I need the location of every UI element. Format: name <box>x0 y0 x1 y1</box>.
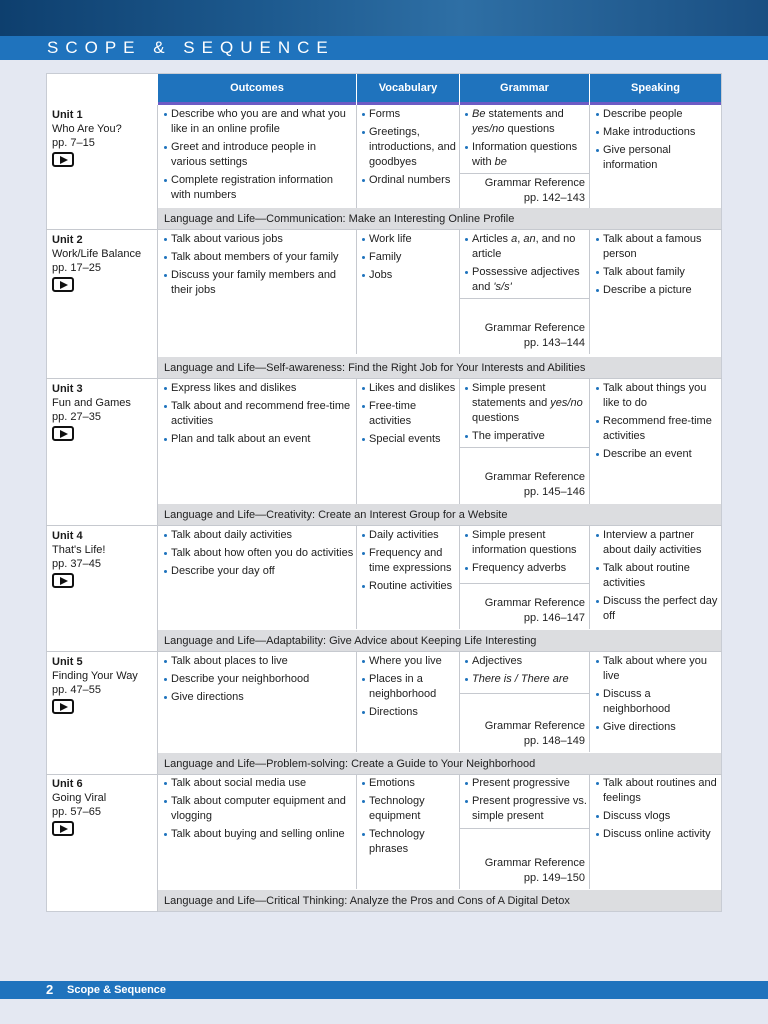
list-item: Talk about members of your family <box>164 250 354 265</box>
list-item: Daily activities <box>362 528 458 543</box>
list-item: Discuss online activity <box>596 827 720 842</box>
video-play-icon[interactable] <box>52 152 74 167</box>
grid-line <box>459 229 460 354</box>
list-item: Information questions with be <box>465 140 589 170</box>
grammar-reference: Grammar Reference pp. 149–150 <box>484 857 585 884</box>
unit-5-speaking <box>596 654 720 738</box>
unit-pages: pp. 37–45 <box>52 558 101 570</box>
list-item: Plan and talk about an event <box>164 432 354 447</box>
unit-4-speaking <box>596 528 720 627</box>
unit-5-outcomes <box>164 654 354 708</box>
list-item: Be statements and yes/no questions <box>465 107 589 137</box>
row-divider <box>46 229 722 230</box>
list-item: Talk about routines and feelings <box>596 776 720 806</box>
unit-number: Unit 1 <box>52 109 83 121</box>
list-item: Greet and introduce people in various settings <box>164 140 354 170</box>
list-item: Routine activities <box>362 579 458 594</box>
unit-number: Unit 4 <box>52 530 83 542</box>
unit-pages: pp. 17–25 <box>52 262 101 274</box>
unit-number: Unit 3 <box>52 383 83 395</box>
row-divider <box>46 651 722 652</box>
row-divider <box>46 774 722 775</box>
grid-line <box>589 651 590 752</box>
grammar-reference: Grammar Reference pp. 143–144 <box>484 322 585 349</box>
list-item: Family <box>362 250 458 265</box>
unit-name: Going Viral <box>52 792 107 804</box>
grammar-reference: Grammar Reference pp. 145–146 <box>484 471 585 498</box>
header-vocabulary: Vocabulary <box>357 74 459 105</box>
unit-6-grammar <box>465 776 589 827</box>
unit-pages: pp. 7–15 <box>52 137 95 149</box>
grammar-ref-divider <box>460 447 589 448</box>
list-item: Discuss vlogs <box>596 809 720 824</box>
list-item: Special events <box>362 432 458 447</box>
language-and-life-band: Language and Life—Self-awareness: Find the Right Job for Your Interests and Abilities <box>158 357 721 378</box>
list-item: Work life <box>362 232 458 247</box>
unit-4-vocabulary <box>362 528 458 597</box>
list-item: Talk about a famous person <box>596 232 720 262</box>
list-item: Present progressive vs. simple present <box>465 794 589 824</box>
list-item: Talk about things you like to do <box>596 381 720 411</box>
grid-line <box>589 525 590 629</box>
list-item: Describe an event <box>596 447 720 462</box>
grid-line <box>459 378 460 504</box>
video-play-icon[interactable] <box>52 699 74 714</box>
title-bar <box>0 36 768 60</box>
video-play-icon[interactable] <box>52 277 74 292</box>
list-item: Express likes and dislikes <box>164 381 354 396</box>
grid-line <box>589 229 590 354</box>
list-item: Simple present statements and yes/no questions <box>465 381 589 426</box>
language-and-life-band: Language and Life—Communication: Make an Interesting Online Profile <box>158 208 721 229</box>
grid-line <box>356 774 357 889</box>
unit-name: Fun and Games <box>52 397 131 409</box>
list-item: Discuss the perfect day off <box>596 594 720 624</box>
list-item: Places in a neighborhood <box>362 672 458 702</box>
list-item: Talk about routine activities <box>596 561 720 591</box>
list-item: Describe a picture <box>596 283 720 298</box>
unit-5-grammar <box>465 654 589 690</box>
grid-line <box>356 229 357 354</box>
unit-6-vocabulary <box>362 776 458 860</box>
grid-line <box>459 105 460 208</box>
unit-number: Unit 2 <box>52 234 83 246</box>
list-item: Technology phrases <box>362 827 458 857</box>
unit-5-cell <box>52 655 156 714</box>
list-item: Interview a partner about daily activities <box>596 528 720 558</box>
unit-name: Work/Life Balance <box>52 248 142 260</box>
grid-line <box>459 774 460 889</box>
list-item: Talk about and recommend free-time activities <box>164 399 354 429</box>
page-number: 2 <box>46 982 54 997</box>
unit-2-grammar <box>465 232 589 298</box>
list-item: Jobs <box>362 268 458 283</box>
list-item: Complete registration information with numbers <box>164 173 354 203</box>
grid-line <box>459 525 460 629</box>
list-item: Talk about where you live <box>596 654 720 684</box>
unit-3-outcomes <box>164 381 354 450</box>
grammar-ref-divider <box>460 298 589 299</box>
list-item: Frequency adverbs <box>465 561 589 576</box>
grammar-ref-divider <box>460 583 589 584</box>
list-item: Describe your day off <box>164 564 354 579</box>
language-and-life-band: Language and Life—Problem-solving: Create a Guide to Your Neighborhood <box>158 753 721 774</box>
unit-4-grammar <box>465 528 589 579</box>
grid-line <box>356 105 357 208</box>
language-and-life-band: Language and Life—Critical Thinking: Analyze the Pros and Cons of A Digital Detox <box>158 890 721 911</box>
list-item: Describe your neighborhood <box>164 672 354 687</box>
list-item: Talk about buying and selling online <box>164 827 354 842</box>
list-item: Give directions <box>164 690 354 705</box>
list-item: There is / There are <box>465 672 589 687</box>
list-item: Articles a, an, and no article <box>465 232 589 262</box>
unit-number: Unit 5 <box>52 656 83 668</box>
grid-line <box>356 525 357 629</box>
list-item: Talk about places to live <box>164 654 354 669</box>
unit-1-cell <box>52 108 156 167</box>
header-speaking: Speaking <box>590 74 721 105</box>
list-item: Present progressive <box>465 776 589 791</box>
list-item: Talk about various jobs <box>164 232 354 247</box>
unit-2-speaking <box>596 232 720 301</box>
header-photo-band <box>0 0 768 36</box>
list-item: Discuss a neighborhood <box>596 687 720 717</box>
unit-pages: pp. 57–65 <box>52 806 101 818</box>
list-item: Greetings, introductions, and goodbyes <box>362 125 458 170</box>
list-item: Talk about how often you do activities <box>164 546 354 561</box>
grammar-ref-divider <box>460 173 589 174</box>
list-item: Talk about social media use <box>164 776 354 791</box>
list-item: Talk about daily activities <box>164 528 354 543</box>
unit-name: Who Are You? <box>52 123 122 135</box>
list-item: Talk about computer equipment and vlogging <box>164 794 354 824</box>
list-item: Where you live <box>362 654 458 669</box>
unit-2-outcomes <box>164 232 354 301</box>
page-title: SCOPE & SEQUENCE <box>47 38 335 57</box>
unit-6-cell <box>52 777 156 836</box>
list-item: Describe who you are and what you like in an online profile <box>164 107 354 137</box>
unit-1-grammar <box>465 107 589 173</box>
grammar-reference: Grammar Reference pp. 146–147 <box>484 597 585 624</box>
unit-3-speaking <box>596 381 720 465</box>
header-grammar: Grammar <box>460 74 589 105</box>
video-play-icon[interactable] <box>52 426 74 441</box>
list-item: Adjectives <box>465 654 589 669</box>
grid-line <box>459 651 460 752</box>
list-item: Give personal information <box>596 143 720 173</box>
list-item: Directions <box>362 705 458 720</box>
footer-label: Scope & Sequence <box>67 984 167 996</box>
video-play-icon[interactable] <box>52 821 74 836</box>
list-item: Make introductions <box>596 125 720 140</box>
unit-pages: pp. 47–55 <box>52 684 101 696</box>
grammar-ref-divider <box>460 828 589 829</box>
row-divider <box>46 378 722 379</box>
list-item: Describe people <box>596 107 720 122</box>
unit-pages: pp. 27–35 <box>52 411 101 423</box>
list-item: Free-time activities <box>362 399 458 429</box>
footer-bar <box>0 981 768 999</box>
grid-line <box>589 105 590 208</box>
unit-6-outcomes <box>164 776 354 845</box>
list-item: Technology equipment <box>362 794 458 824</box>
unit-1-outcomes <box>164 107 354 206</box>
unit-name: Finding Your Way <box>52 670 138 682</box>
list-item: Discuss your family members and their jobs <box>164 268 354 298</box>
list-item: Ordinal numbers <box>362 173 458 188</box>
grammar-reference: Grammar Reference pp. 148–149 <box>484 720 585 747</box>
grammar-reference: Grammar Reference pp. 142–143 <box>484 177 585 204</box>
grammar-ref-divider <box>460 693 589 694</box>
grid-line <box>589 378 590 504</box>
grid-line <box>589 774 590 889</box>
list-item: Recommend free-time activities <box>596 414 720 444</box>
unit-6-speaking <box>596 776 720 845</box>
grid-line <box>356 651 357 752</box>
header-outcomes: Outcomes <box>158 74 356 105</box>
unit-name: That's Life! <box>52 544 106 556</box>
unit-1-vocabulary <box>362 107 458 191</box>
list-item: Emotions <box>362 776 458 791</box>
language-and-life-band: Language and Life—Adaptability: Give Advice about Keeping Life Interesting <box>158 630 721 651</box>
unit-4-outcomes <box>164 528 354 582</box>
unit-5-vocabulary <box>362 654 458 723</box>
list-item: Likes and dislikes <box>362 381 458 396</box>
unit-number: Unit 6 <box>52 778 83 790</box>
list-item: The imperative <box>465 429 589 444</box>
unit-2-vocabulary <box>362 232 458 286</box>
unit-3-grammar <box>465 381 589 447</box>
language-and-life-band: Language and Life—Creativity: Create an Interest Group for a Website <box>158 504 721 525</box>
video-play-icon[interactable] <box>52 573 74 588</box>
list-item: Give directions <box>596 720 720 735</box>
unit-4-cell <box>52 529 156 588</box>
list-item: Forms <box>362 107 458 122</box>
list-item: Talk about family <box>596 265 720 280</box>
unit-3-cell <box>52 382 156 441</box>
unit-2-cell <box>52 233 156 292</box>
list-item: Possessive adjectives and 's/s' <box>465 265 589 295</box>
unit-3-vocabulary <box>362 381 458 450</box>
list-item: Simple present information questions <box>465 528 589 558</box>
list-item: Frequency and time expressions <box>362 546 458 576</box>
row-divider <box>46 525 722 526</box>
unit-1-speaking <box>596 107 720 176</box>
grid-line <box>356 378 357 504</box>
